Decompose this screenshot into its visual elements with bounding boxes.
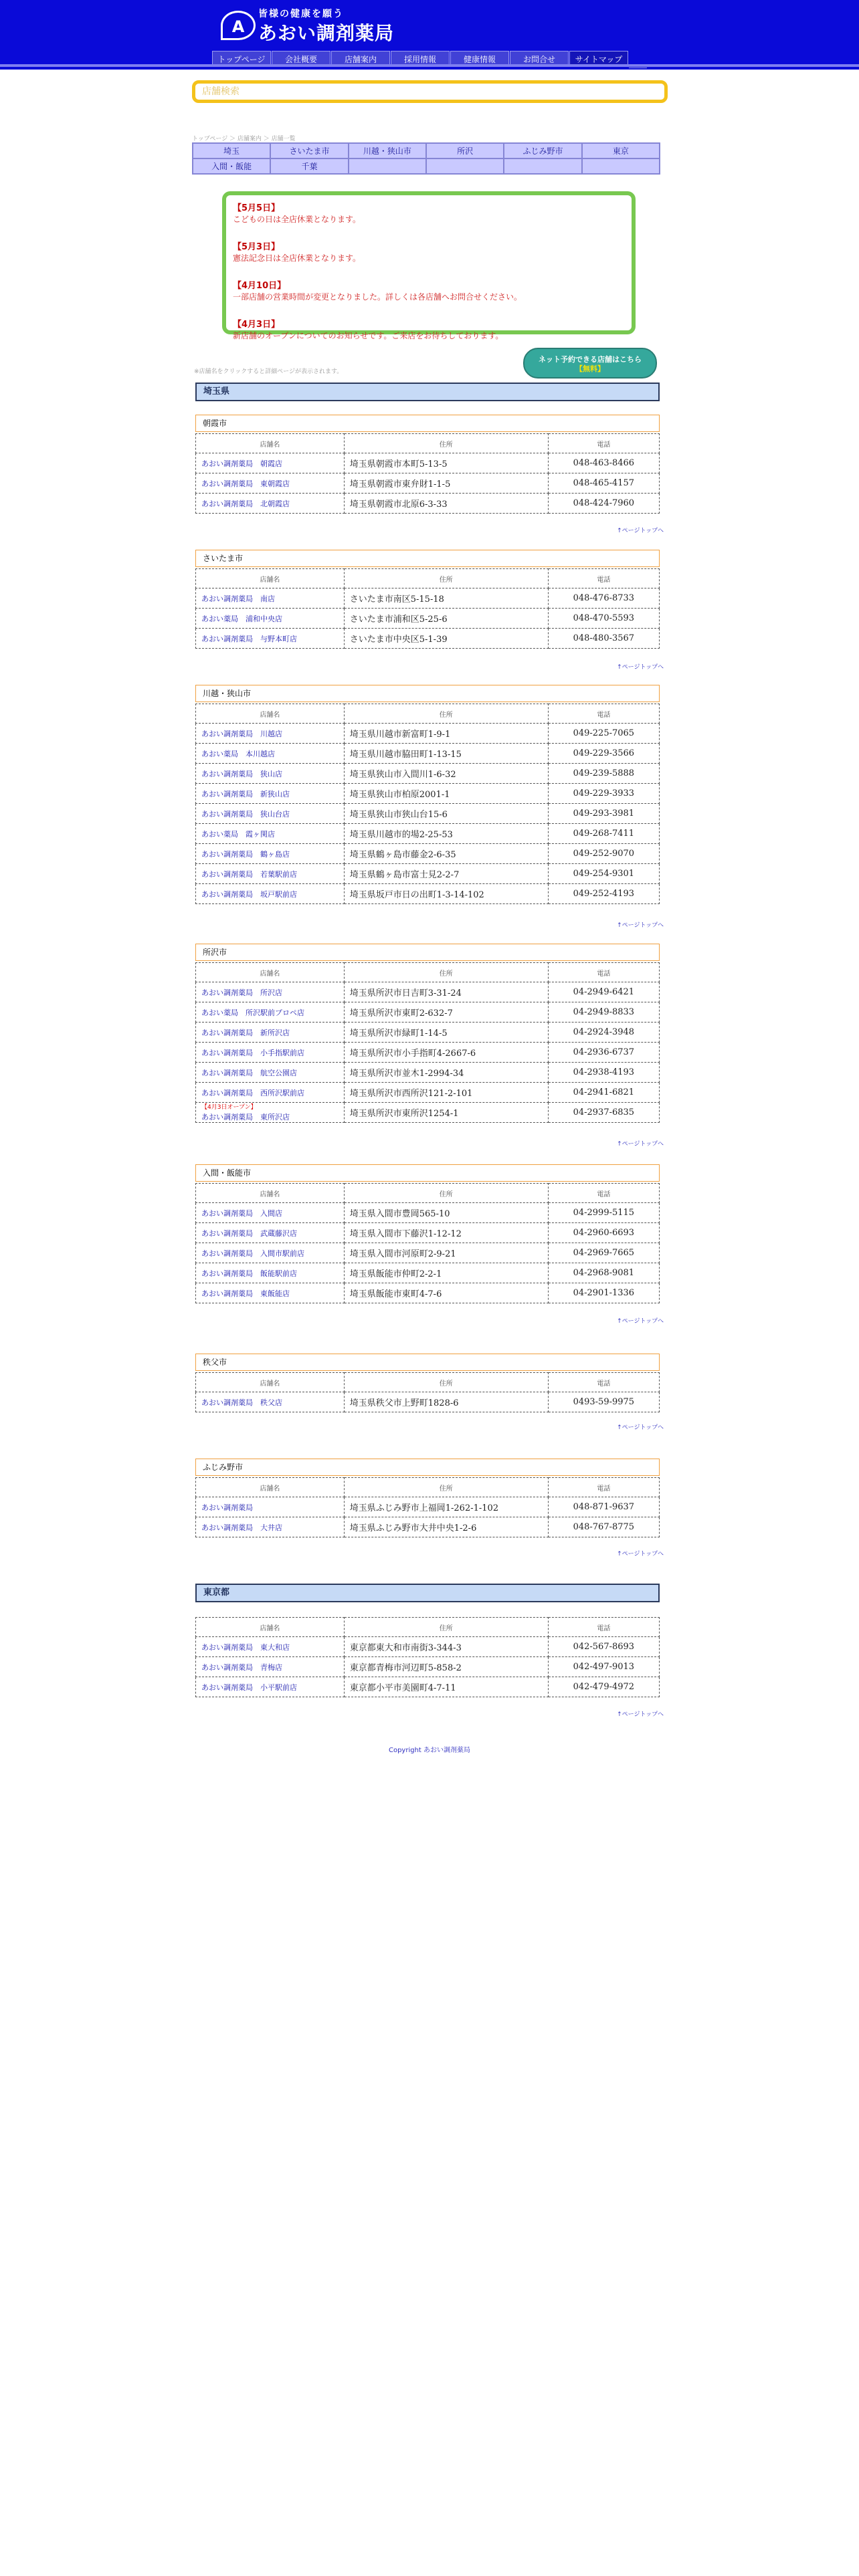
col-header-address: 住所 — [344, 704, 548, 724]
table-row — [196, 494, 660, 514]
col-header-tel: 電話 — [548, 434, 659, 453]
table-row — [196, 1637, 660, 1657]
site-header — [0, 0, 859, 70]
col-header-tel: 電話 — [548, 1373, 659, 1392]
table-row — [196, 1063, 660, 1083]
store-tel: 049-254-9301 — [548, 864, 659, 884]
col-header-store: 店舗名 — [196, 569, 345, 588]
store-address: 埼玉県狭山市入間川1-6-32 — [344, 764, 548, 784]
store-name: あおい薬局 霞ヶ関店 — [201, 829, 275, 839]
table-row — [196, 609, 660, 629]
store-address: 埼玉県川越市新富町1-9-1 — [344, 724, 548, 744]
store-table — [195, 962, 660, 1123]
store-name: あおい調剤薬局 朝霞店 — [201, 459, 282, 468]
col-header-store: 店舗名 — [196, 434, 345, 453]
store-tel: 049-239-5888 — [548, 764, 659, 784]
nav-tab-recruit[interactable]: 採用情報 — [391, 51, 450, 67]
nav-tab-company[interactable]: 会社概要 — [272, 51, 330, 67]
store-tel: 042-479-4972 — [548, 1677, 659, 1697]
store-tel: 04-2999-5115 — [548, 1203, 659, 1223]
store-name-link[interactable] — [196, 494, 345, 514]
store-name: あおい調剤薬局 東所沢店 — [201, 1112, 290, 1121]
col-header-tel: 電話 — [548, 704, 659, 724]
store-address: 埼玉県飯能市仲町2-2-1 — [344, 1263, 548, 1283]
store-name: あおい薬局 所沢駅前プロペ店 — [201, 1008, 304, 1017]
store-name: あおい調剤薬局 入間店 — [201, 1208, 282, 1218]
col-header-address: 住所 — [344, 1478, 548, 1497]
col-header-store: 店舗名 — [196, 1184, 345, 1203]
col-header-address: 住所 — [344, 1618, 548, 1637]
store-name-link[interactable] — [196, 1043, 345, 1063]
col-header-store: 店舗名 — [196, 1478, 345, 1497]
store-table-header — [196, 1373, 660, 1392]
store-address: さいたま市中央区5-1-39 — [344, 629, 548, 649]
store-name: あおい調剤薬局 青梅店 — [201, 1662, 282, 1672]
area-link-tokorozawa[interactable]: 所沢 — [426, 143, 504, 158]
store-name: あおい調剤薬局 東大和店 — [201, 1642, 290, 1652]
area-link-iruma-hanno[interactable]: 入間・飯能 — [193, 158, 270, 174]
store-tel: 042-497-9013 — [548, 1657, 659, 1677]
store-address: 埼玉県鶴ヶ島市藤金2-6-35 — [344, 844, 548, 864]
store-name: あおい調剤薬局 西所沢駅前店 — [201, 1088, 304, 1097]
net-reservation-button[interactable] — [523, 348, 657, 379]
area-cell-empty — [504, 158, 581, 174]
table-row — [196, 982, 660, 1002]
notice-box — [222, 191, 636, 340]
area-selector — [192, 142, 660, 175]
col-header-tel: 電話 — [548, 1184, 659, 1203]
store-tel: 0493-59-9975 — [548, 1392, 659, 1412]
area-cell-empty — [349, 158, 426, 174]
store-name-link[interactable] — [196, 1223, 345, 1243]
area-link-chiba[interactable]: 千葉 — [270, 158, 348, 174]
table-row — [196, 1677, 660, 1697]
store-opening-badge: 【4月3日オープン】 — [201, 1103, 257, 1111]
store-address: 埼玉県朝霞市北原6-3-33 — [344, 494, 548, 514]
store-name-link[interactable] — [196, 744, 345, 764]
col-header-store: 店舗名 — [196, 1373, 345, 1392]
store-name: あおい調剤薬局 入間市駅前店 — [201, 1249, 304, 1258]
store-address: 埼玉県所沢市日吉町3-31-24 — [344, 982, 548, 1002]
store-name-link[interactable] — [196, 1497, 345, 1517]
store-address: 埼玉県鶴ヶ島市富士見2-2-7 — [344, 864, 548, 884]
nav-tab-health[interactable]: 健康情報 — [450, 51, 509, 67]
store-name: あおい調剤薬局 小手指駅前店 — [201, 1048, 304, 1057]
store-address: 埼玉県秩父市上野町1828-6 — [344, 1392, 548, 1412]
notice-message: 憲法記念日は全店休業となります。 — [233, 253, 361, 263]
store-tel: 04-2969-7665 — [548, 1243, 659, 1263]
store-name: あおい調剤薬局 坂戸駅前店 — [201, 889, 297, 899]
table-row — [196, 1263, 660, 1283]
store-table — [195, 1617, 660, 1697]
store-name: あおい調剤薬局 与野本町店 — [201, 634, 297, 643]
store-name-link[interactable] — [196, 1002, 345, 1023]
store-name-link[interactable] — [196, 982, 345, 1002]
net-reservation-free-label: 【無料】 — [575, 364, 605, 373]
table-row — [196, 453, 660, 473]
store-name-link[interactable] — [196, 764, 345, 784]
col-header-address: 住所 — [344, 1184, 548, 1203]
col-header-tel: 電話 — [548, 1478, 659, 1497]
store-tel: 04-2901-1336 — [548, 1283, 659, 1303]
col-header-tel: 電話 — [548, 1618, 659, 1637]
store-name-link[interactable] — [196, 453, 345, 473]
store-tel: 048-470-5593 — [548, 609, 659, 629]
table-row — [196, 724, 660, 744]
notice-date: 【4月3日】 — [233, 320, 280, 330]
store-table — [195, 1183, 660, 1303]
back-to-top-link[interactable]: ↑ページトップへ — [617, 1711, 664, 1718]
store-table-header — [196, 704, 660, 724]
store-name: あおい調剤薬局 北朝霞店 — [201, 499, 290, 508]
store-name: あおい薬局 本川越店 — [201, 749, 275, 758]
table-row — [196, 1517, 660, 1537]
store-name: あおい調剤薬局 所沢店 — [201, 988, 282, 997]
table-row — [196, 473, 660, 494]
store-name: あおい調剤薬局 — [201, 1503, 253, 1512]
table-row — [196, 1223, 660, 1243]
col-header-store: 店舗名 — [196, 963, 345, 982]
store-tel: 048-476-8733 — [548, 588, 659, 609]
store-name-link[interactable] — [196, 1677, 345, 1697]
store-tel: 049-225-7065 — [548, 724, 659, 744]
table-row — [196, 804, 660, 824]
store-table-header — [196, 1184, 660, 1203]
store-name-link[interactable] — [196, 1243, 345, 1263]
store-name-link[interactable] — [196, 609, 345, 629]
store-name-link[interactable] — [196, 824, 345, 844]
table-row — [196, 884, 660, 904]
store-address: 埼玉県所沢市並木1-2994-34 — [344, 1063, 548, 1083]
store-name: あおい調剤薬局 狭山店 — [201, 769, 282, 778]
store-search-box[interactable]: 店舗検索 — [192, 80, 668, 103]
city-heading: 朝霞市 — [195, 415, 660, 432]
store-name: あおい調剤薬局 武蔵藤沢店 — [201, 1228, 297, 1238]
nav-tab-sitemap[interactable]: サイトマップ — [569, 51, 628, 67]
table-row — [196, 1497, 660, 1517]
store-address: 埼玉県所沢市小手指町4-2667-6 — [344, 1043, 548, 1063]
col-header-address: 住所 — [344, 1373, 548, 1392]
table-row — [196, 1203, 660, 1223]
col-header-address: 住所 — [344, 434, 548, 453]
region-heading: 東京都 — [195, 1584, 660, 1602]
store-name-link[interactable] — [196, 724, 345, 744]
table-row — [196, 844, 660, 864]
store-table — [195, 1477, 660, 1537]
city-heading: 所沢市 — [195, 944, 660, 961]
store-name: あおい調剤薬局 東飯能店 — [201, 1289, 290, 1298]
store-name-link[interactable] — [196, 1083, 345, 1103]
store-address: 埼玉県飯能市東町4-7-6 — [344, 1283, 548, 1303]
store-address: 埼玉県所沢市東所沢1254-1 — [344, 1103, 548, 1123]
store-table-header — [196, 434, 660, 453]
table-row — [196, 629, 660, 649]
store-tel: 04-2968-9081 — [548, 1263, 659, 1283]
store-tel: 049-229-3933 — [548, 784, 659, 804]
table-row — [196, 588, 660, 609]
back-to-top-link[interactable]: ↑ページトップへ — [617, 1141, 664, 1148]
store-name-link[interactable] — [196, 804, 345, 824]
store-name-link[interactable] — [196, 1637, 345, 1657]
store-name: あおい調剤薬局 南店 — [201, 594, 275, 603]
store-address: 東京都青梅市河辺町5-858-2 — [344, 1657, 548, 1677]
col-header-tel: 電話 — [548, 569, 659, 588]
footer-copyright[interactable]: Copyright あおい調剤薬局 — [388, 1747, 471, 1754]
store-table-header — [196, 1618, 660, 1637]
col-header-address: 住所 — [344, 963, 548, 982]
city-heading: 秩父市 — [195, 1354, 660, 1371]
store-tel: 049-252-9070 — [548, 844, 659, 864]
store-name-link[interactable] — [196, 1392, 345, 1412]
city-heading: 川越・狭山市 — [195, 685, 660, 702]
store-address: 埼玉県入間市豊岡565-10 — [344, 1203, 548, 1223]
table-row — [196, 744, 660, 764]
store-tel: 048-871-9637 — [548, 1497, 659, 1517]
notice-message: 一部店舗の営業時間が変更となりました。詳しくは各店舗へお問合せください。 — [233, 292, 522, 302]
back-to-top-link[interactable]: ↑ページトップへ — [617, 528, 664, 534]
table-row — [196, 824, 660, 844]
table-row — [196, 1283, 660, 1303]
store-tel: 04-2960-6693 — [548, 1223, 659, 1243]
table-row — [196, 1083, 660, 1103]
store-address: 埼玉県ふじみ野市大井中央1-2-6 — [344, 1517, 548, 1537]
store-tel: 04-2949-6421 — [548, 982, 659, 1002]
area-cell-empty — [426, 158, 504, 174]
store-tel: 048-424-7960 — [548, 494, 659, 514]
table-row — [196, 864, 660, 884]
area-cell-empty — [582, 158, 660, 174]
store-table — [195, 433, 660, 514]
store-name-link[interactable] — [196, 1023, 345, 1043]
nav-tab-contact[interactable]: お問合せ — [510, 51, 569, 67]
store-name-link[interactable] — [196, 1203, 345, 1223]
logo-mark: A — [221, 11, 256, 40]
store-address: 埼玉県朝霞市東弁財1-1-5 — [344, 473, 548, 494]
back-to-top-link[interactable]: ↑ページトップへ — [617, 664, 664, 671]
store-address: 埼玉県狭山市柏原2001-1 — [344, 784, 548, 804]
store-name: あおい調剤薬局 大井店 — [201, 1523, 282, 1532]
store-name: あおい調剤薬局 新狭山店 — [201, 789, 290, 798]
store-name-link[interactable] — [196, 473, 345, 494]
store-address: 埼玉県所沢市東町2-632-7 — [344, 1002, 548, 1023]
header-underline — [0, 64, 859, 67]
back-to-top-link[interactable]: ↑ページトップへ — [617, 1424, 664, 1431]
store-tel: 04-2936-6737 — [548, 1043, 659, 1063]
notice-date: 【5月3日】 — [233, 242, 280, 252]
area-link-saitama-city[interactable]: さいたま市 — [270, 143, 348, 158]
notice-message: こどもの日は全店休業となります。 — [233, 215, 361, 224]
area-link-tokyo[interactable]: 東京 — [582, 143, 660, 158]
store-name-link[interactable] — [196, 784, 345, 804]
store-name: あおい調剤薬局 秩父店 — [201, 1398, 282, 1407]
store-tel: 048-463-8466 — [548, 453, 659, 473]
table-row — [196, 1043, 660, 1063]
city-heading: 入間・飯能市 — [195, 1164, 660, 1182]
store-address: 東京都小平市美園町4-7-11 — [344, 1677, 548, 1697]
notice-message: 新店舗のオープンについてのお知らせです。ご来店をお待ちしております。 — [233, 331, 504, 340]
city-heading: さいたま市 — [195, 550, 660, 567]
store-name: あおい調剤薬局 川越店 — [201, 729, 282, 738]
store-address: 東京都東大和市南街3-344-3 — [344, 1637, 548, 1657]
store-address: 埼玉県入間市下藤沢1-12-12 — [344, 1223, 548, 1243]
area-link-kawagoe-sayama[interactable]: 川越・狭山市 — [349, 143, 426, 158]
store-name-link[interactable] — [196, 1063, 345, 1083]
notice-date: 【5月5日】 — [233, 203, 280, 213]
store-address: 埼玉県所沢市緑町1-14-5 — [344, 1023, 548, 1043]
col-header-address: 住所 — [344, 569, 548, 588]
area-link-saitama[interactable]: 埼玉 — [193, 143, 270, 158]
store-name-link[interactable] — [196, 588, 345, 609]
store-name-link[interactable] — [196, 1283, 345, 1303]
store-name: あおい調剤薬局 飯能駅前店 — [201, 1269, 297, 1278]
store-list-note: ※店舗名をクリックすると詳細ページが表示されます。 — [194, 368, 343, 375]
store-address: 埼玉県狭山市狭山台15-6 — [344, 804, 548, 824]
store-name-link[interactable] — [196, 1657, 345, 1677]
nav-tab-top[interactable]: トップページ — [212, 51, 271, 67]
store-table-header — [196, 569, 660, 588]
store-address: さいたま市浦和区5-25-6 — [344, 609, 548, 629]
store-name-link[interactable] — [196, 629, 345, 649]
store-name: あおい調剤薬局 新所沢店 — [201, 1028, 290, 1037]
store-name-link[interactable] — [196, 1263, 345, 1283]
store-address: 埼玉県川越市的場2-25-53 — [344, 824, 548, 844]
store-address: 埼玉県川越市脇田町1-13-15 — [344, 744, 548, 764]
store-name-link[interactable] — [196, 844, 345, 864]
store-address: 埼玉県ふじみ野市上福岡1-262-1-102 — [344, 1497, 548, 1517]
store-address: さいたま市南区5-15-18 — [344, 588, 548, 609]
store-address: 埼玉県坂戸市日の出町1-3-14-102 — [344, 884, 548, 904]
store-name-link[interactable] — [196, 1103, 345, 1123]
store-tel: 04-2938-4193 — [548, 1063, 659, 1083]
table-row — [196, 1103, 660, 1123]
net-reservation-label: ネット予約できる店舗はこちら — [539, 355, 642, 364]
table-row — [196, 1002, 660, 1023]
store-tel: 048-465-4157 — [548, 473, 659, 494]
store-tel: 049-252-4193 — [548, 884, 659, 904]
store-table-header — [196, 963, 660, 982]
store-address: 埼玉県入間市河原町2-9-21 — [344, 1243, 548, 1263]
table-row — [196, 1392, 660, 1412]
table-row — [196, 784, 660, 804]
store-table — [195, 704, 660, 904]
store-name-link[interactable] — [196, 884, 345, 904]
store-address: 埼玉県朝霞市本町5-13-5 — [344, 453, 548, 473]
nav-tab-stores[interactable]: 店舗案内 — [331, 51, 390, 67]
store-name: あおい薬局 浦和中央店 — [201, 614, 282, 623]
store-name-link[interactable] — [196, 864, 345, 884]
store-name: あおい調剤薬局 小平駅前店 — [201, 1683, 297, 1692]
store-tel: 049-293-3981 — [548, 804, 659, 824]
store-table — [195, 1372, 660, 1412]
table-row — [196, 764, 660, 784]
col-header-tel: 電話 — [548, 963, 659, 982]
store-name: あおい調剤薬局 東朝霞店 — [201, 479, 290, 488]
col-header-store: 店舗名 — [196, 704, 345, 724]
breadcrumb: トップページ ＞ 店舗案内 ＞ 店舗一覧 — [192, 136, 296, 142]
store-tel: 049-268-7411 — [548, 824, 659, 844]
store-name-link[interactable] — [196, 1517, 345, 1537]
store-address: 埼玉県所沢市西所沢121-2-101 — [344, 1083, 548, 1103]
back-to-top-link[interactable]: ↑ページトップへ — [617, 1318, 664, 1325]
store-name: あおい調剤薬局 若葉駅前店 — [201, 869, 297, 879]
notice-date: 【4月10日】 — [233, 281, 286, 291]
back-to-top-link[interactable]: ↑ページトップへ — [617, 1551, 664, 1558]
store-name: あおい調剤薬局 狭山台店 — [201, 809, 290, 819]
area-link-fujimino[interactable]: ふじみ野市 — [504, 143, 581, 158]
store-tel: 04-2924-3948 — [548, 1023, 659, 1043]
region-heading: 埼玉県 — [195, 383, 660, 401]
back-to-top-link[interactable]: ↑ページトップへ — [617, 922, 664, 929]
store-tel: 04-2937-6835 — [548, 1103, 659, 1123]
store-table-header — [196, 1478, 660, 1497]
table-row — [196, 1023, 660, 1043]
store-tel: 048-767-8775 — [548, 1517, 659, 1537]
store-name: あおい調剤薬局 鶴ヶ島店 — [201, 849, 290, 859]
logo-tagline: 皆様の健康を願う — [258, 9, 344, 19]
table-row — [196, 1243, 660, 1263]
store-tel: 049-229-3566 — [548, 744, 659, 764]
store-table — [195, 568, 660, 649]
store-tel: 048-480-3567 — [548, 629, 659, 649]
store-tel: 04-2949-8833 — [548, 1002, 659, 1023]
table-row — [196, 1657, 660, 1677]
city-heading: ふじみ野市 — [195, 1459, 660, 1476]
store-tel: 042-567-8693 — [548, 1637, 659, 1657]
logo-brand-name: あおい調剤薬局 — [258, 22, 395, 44]
store-tel: 04-2941-6821 — [548, 1083, 659, 1103]
col-header-store: 店舗名 — [196, 1618, 345, 1637]
store-name: あおい調剤薬局 航空公園店 — [201, 1068, 297, 1077]
